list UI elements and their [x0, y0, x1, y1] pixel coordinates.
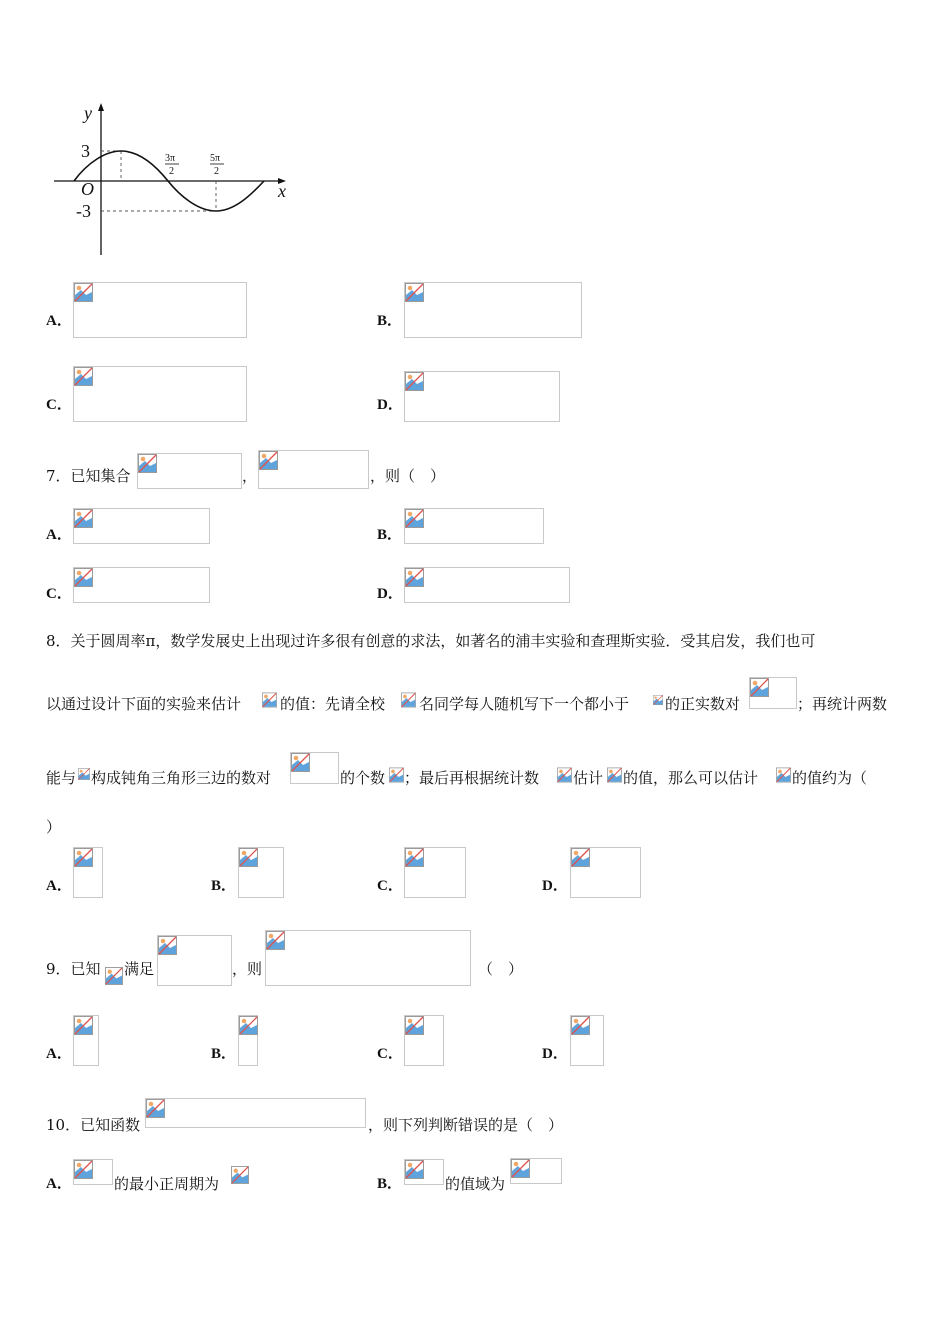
q8-l4: ） — [46, 818, 62, 836]
q9-option-d-label: D． — [542, 1046, 568, 1062]
q10-option-a-text: 的最小正周期为 — [114, 1175, 220, 1193]
y-max-label: 3 — [81, 141, 90, 161]
q6-option-d-label: D． — [377, 397, 403, 413]
broken-image-icon — [405, 283, 424, 302]
q6-option-a-image — [73, 282, 247, 338]
x-mark1-num: 3π — [165, 153, 176, 164]
broken-image-icon — [138, 454, 157, 473]
x-axis-label: x — [278, 181, 286, 201]
q8-option-b-label: B． — [211, 878, 237, 894]
q8-option-c-label: C． — [377, 878, 403, 894]
broken-image-icon — [557, 767, 572, 783]
x-mark2-num: 5π — [210, 153, 221, 164]
broken-image-icon — [405, 1016, 424, 1035]
q9-then: ，则 — [232, 960, 263, 978]
q7-option-c-label: C． — [46, 586, 72, 602]
q7-option-b-label: B． — [377, 527, 403, 543]
q6-option-b-label: B． — [377, 313, 403, 329]
q7-option-a-label: A． — [46, 527, 72, 543]
q7-option-a-image — [73, 508, 210, 544]
broken-image-icon — [146, 1099, 165, 1118]
broken-image-icon — [266, 931, 285, 950]
q6-option-a-label: A． — [46, 313, 72, 329]
broken-image-icon — [571, 1016, 590, 1035]
q9-expression-image — [265, 930, 471, 986]
q8-option-a-image — [73, 847, 103, 898]
broken-image-icon — [158, 936, 177, 955]
broken-image-icon — [405, 509, 424, 528]
q9-condition-image — [157, 935, 232, 986]
q8-l3e: 估计 — [573, 769, 604, 787]
q8-option-c-image — [404, 847, 466, 898]
q9-option-b-label: B． — [211, 1046, 237, 1062]
broken-image-icon — [259, 451, 278, 470]
q10-prefix: 10．已知函数 — [46, 1116, 141, 1134]
q8-option-d-label: D． — [542, 878, 568, 894]
q7-suffix: ，则（ ） — [370, 467, 446, 485]
broken-image-icon — [239, 848, 258, 867]
broken-image-icon — [607, 767, 622, 783]
q10-option-a-func-image — [73, 1159, 113, 1185]
q7-option-c-image — [73, 567, 210, 603]
broken-image-icon — [74, 509, 93, 528]
q9-option-d-image — [570, 1015, 604, 1066]
q10-option-b-text: 的值域为 — [445, 1175, 506, 1193]
q6-option-b-image — [404, 282, 582, 338]
broken-image-icon — [653, 692, 663, 708]
q8-option-d-image — [570, 847, 641, 898]
q8-pair-image — [749, 677, 797, 709]
q9-option-a-label: A． — [46, 1046, 72, 1062]
q8-l2b: 的值：先请全校 — [280, 695, 386, 713]
q9-option-c-label: C． — [377, 1046, 403, 1062]
q8-l2d: 的正实数对 — [665, 695, 741, 713]
q9-option-b-image — [238, 1015, 258, 1066]
q8-l2a: 以通过设计下面的实验来估计 — [46, 695, 242, 713]
q7-separator: ， — [242, 467, 258, 485]
x-mark1-den: 2 — [169, 166, 174, 177]
broken-image-icon — [405, 568, 424, 587]
q6-option-d-image — [404, 371, 560, 422]
broken-image-icon — [262, 692, 277, 708]
broken-image-icon — [776, 767, 791, 783]
broken-image-icon — [401, 692, 416, 708]
q9-option-a-image — [73, 1015, 99, 1066]
q10-option-b-range-image — [510, 1158, 562, 1184]
broken-image-icon — [74, 1160, 93, 1179]
broken-image-icon — [511, 1159, 530, 1178]
q8-line1: 8．关于圆周率π，数学发展史上出现过许多很有创意的求法，如著名的浦丰实验和查理斯实验．受其启发，我们也可 — [46, 632, 816, 650]
q8-l3c: 的个数 — [340, 769, 386, 787]
y-axis-arrow — [98, 103, 104, 111]
q8-l3a: 能与 — [46, 769, 77, 787]
q10-option-b-func-image — [404, 1159, 444, 1185]
broken-image-icon — [239, 1016, 258, 1035]
q8-l3g: 的值约为（ — [792, 769, 868, 787]
q8-pair2-image — [290, 752, 339, 784]
q8-l3d: ；最后再根据统计数 — [404, 769, 540, 787]
broken-image-icon — [105, 967, 123, 985]
q10-option-a-label: A． — [46, 1176, 72, 1192]
q6-option-c-label: C． — [46, 397, 72, 413]
broken-image-icon — [571, 848, 590, 867]
sine-graph — [48, 100, 298, 260]
q7-option-d-image — [404, 567, 570, 603]
broken-image-icon — [74, 283, 93, 302]
q7-set-a-image — [137, 453, 242, 489]
q8-l2c: 名同学每人随机写下一个都小于 — [419, 695, 630, 713]
y-axis-label: y — [84, 103, 92, 123]
q9-prefix: 9．已知 — [46, 960, 101, 978]
q8-l3f: 的值，那么可以估计 — [623, 769, 759, 787]
broken-image-icon — [291, 753, 310, 772]
q8-l3b: 构成钝角三角形三边的数对 — [91, 769, 272, 787]
broken-image-icon — [74, 367, 93, 386]
origin-label: O — [81, 179, 94, 199]
broken-image-icon — [405, 1160, 424, 1179]
q8-option-b-image — [238, 847, 284, 898]
q10-option-b-label: B． — [377, 1176, 403, 1192]
broken-image-icon — [405, 848, 424, 867]
q10-function-image — [145, 1098, 366, 1128]
y-min-label: -3 — [76, 201, 91, 221]
x-mark2-den: 2 — [214, 166, 219, 177]
broken-image-icon — [405, 372, 424, 391]
q9-mid: 满足 — [124, 960, 155, 978]
broken-image-icon — [74, 1016, 93, 1035]
broken-image-icon — [78, 766, 90, 782]
q7-set-b-image — [258, 450, 369, 489]
broken-image-icon — [74, 848, 93, 867]
q7-prefix: 7．已知集合 — [46, 467, 131, 485]
q8-option-a-label: A． — [46, 878, 72, 894]
q7-option-d-label: D． — [377, 586, 403, 602]
broken-image-icon — [750, 678, 769, 697]
q10-suffix: ，则下列判断错误的是（ ） — [368, 1116, 564, 1134]
q7-option-b-image — [404, 508, 544, 544]
q9-option-c-image — [404, 1015, 444, 1066]
q8-l2e: ；再统计两数 — [797, 695, 888, 713]
broken-image-icon — [389, 767, 404, 783]
broken-image-icon — [231, 1166, 249, 1184]
q9-paren: （ ） — [478, 960, 524, 978]
q6-option-c-image — [73, 366, 247, 422]
broken-image-icon — [74, 568, 93, 587]
